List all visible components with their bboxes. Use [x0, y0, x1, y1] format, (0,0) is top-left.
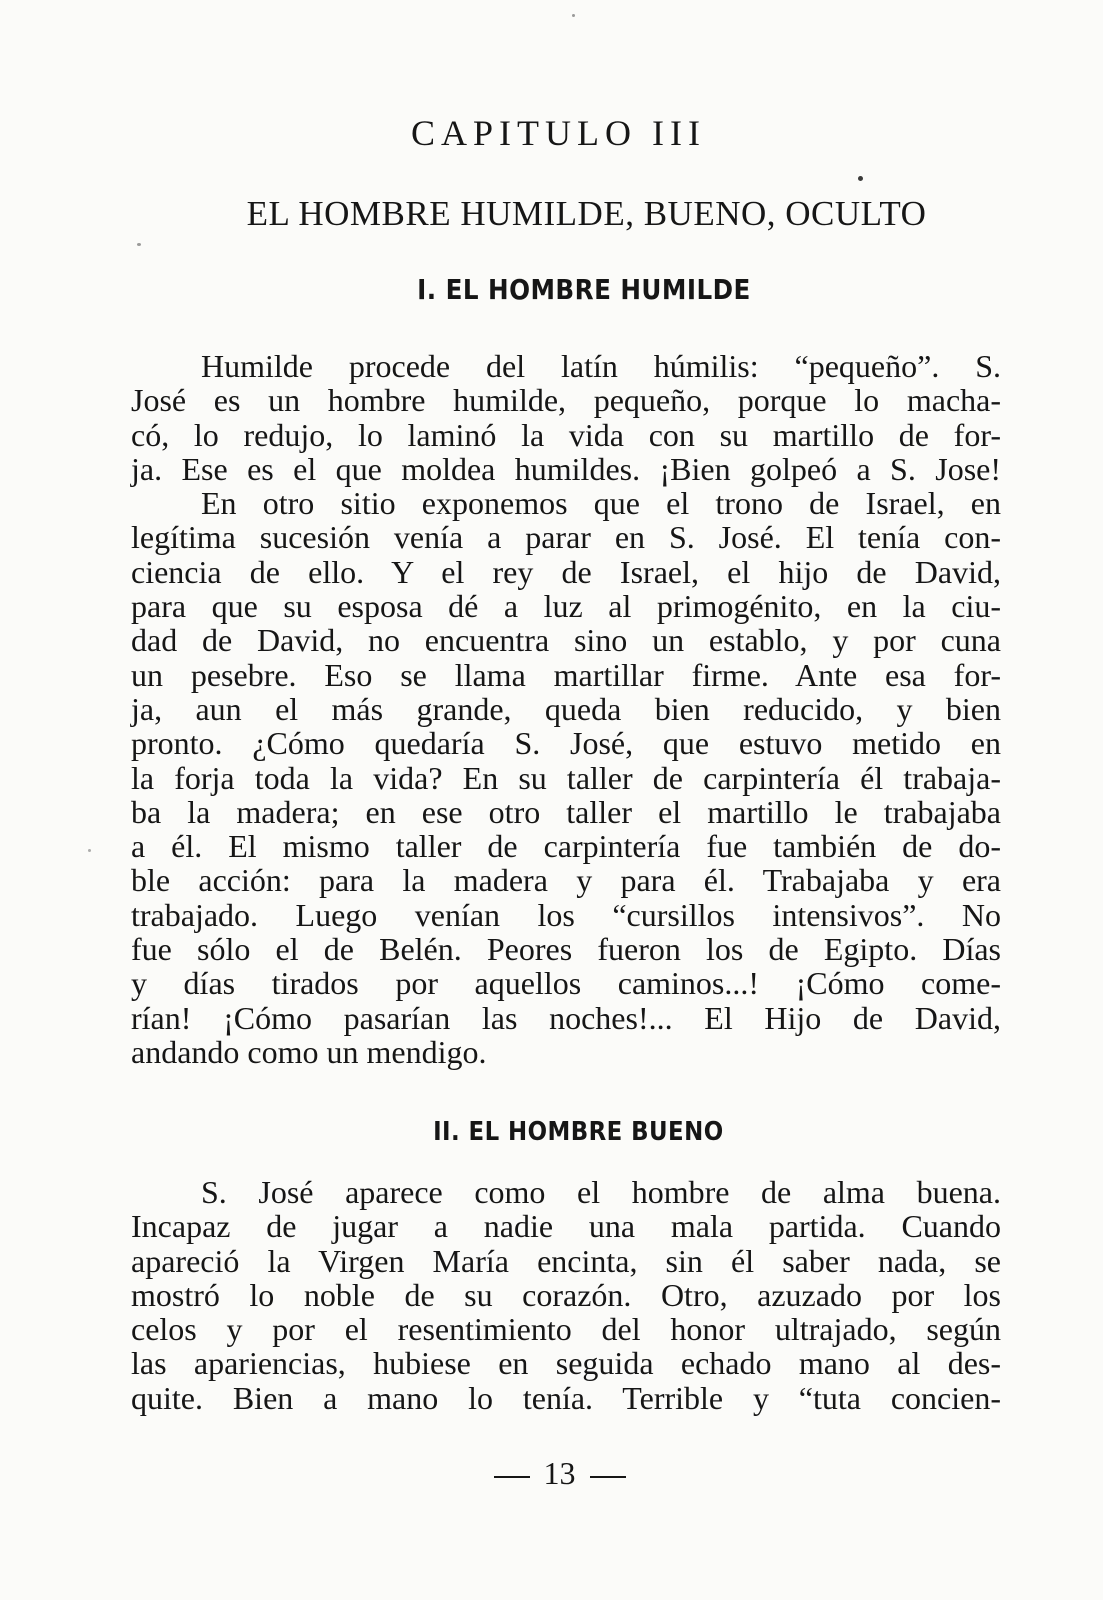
- paragraph-humble: [131, 349, 1001, 1069]
- text-line: legítima sucesión venía a parar en S. José. El tenía con-: [131, 519, 1001, 556]
- chapter-title: EL HOMBRE HUMILDE, BUENO, OCULTO: [246, 194, 927, 233]
- text-line: apareció la Virgen María encinta, sin él saber nada, se: [131, 1242, 1001, 1279]
- text-line: celos y por el resentimiento del honor ultrajado, según: [131, 1311, 1001, 1348]
- text-line: rían! ¡Cómo pasarían las noches!... El Hijo de David,: [131, 999, 1001, 1036]
- text-line: a él. El mismo taller de carpintería fue también de do-: [131, 828, 1001, 865]
- text-line: para que su esposa dé a luz al primogénito, en la ciu-: [131, 588, 1001, 625]
- print-speck: [88, 849, 91, 852]
- chapter-number: CAPITULO III: [411, 113, 706, 153]
- folio-dash-right: [590, 1476, 626, 1478]
- text-line: ciencia de ello. Y el rey de Israel, el hijo de David,: [131, 553, 1001, 590]
- text-line: ja. Ese es el que moldea humildes. ¡Bien golpeó a S. Jose!: [131, 450, 1001, 487]
- text-line: En otro sitio exponemos que el trono de Israel, en: [201, 485, 1001, 522]
- text-line: y días tirados por aquellos caminos...! ¡Cómo come-: [131, 965, 1001, 1002]
- print-speck: [137, 243, 141, 246]
- text-line: un pesebre. Eso se llama martillar firme. Ante esa for-: [131, 656, 1001, 693]
- text-line: José es un hombre humilde, pequeño, porque lo macha-: [131, 382, 1001, 419]
- page-number: [0, 1455, 1103, 1492]
- text-line: Incapaz de jugar a nadie una mala partida. Cuando: [131, 1208, 1001, 1245]
- text-line: fue sólo el de Belén. Peores fueron los de Egipto. Días: [131, 931, 1001, 968]
- text-line: ble acción: para la madera y para él. Trabajaba y era: [131, 862, 1001, 899]
- section-heading-good: II. EL HOMBRE BUENO: [433, 1117, 724, 1147]
- text-line: S. José aparece como el hombre de alma buena.: [201, 1174, 1001, 1210]
- text-line: la forja toda la vida? En su taller de carpintería él trabaja-: [131, 759, 1001, 796]
- text-line: có, lo redujo, lo laminó la vida con su martillo de for-: [131, 416, 1001, 453]
- paragraph-good: [131, 1175, 1001, 1415]
- text-line: trabajado. Luego venían los “cursillos intensivos”. No: [131, 896, 1001, 933]
- print-speck: [858, 176, 863, 181]
- text-line: mostró lo noble de su corazón. Otro, azuzado por los: [131, 1276, 1001, 1313]
- page-number-value: 13: [543, 1455, 576, 1491]
- section-heading-humble: I. EL HOMBRE HUMILDE: [417, 273, 751, 306]
- text-line: andando como un mendigo.: [131, 1033, 487, 1070]
- text-line: ba la madera; en ese otro taller el martillo le trabajaba: [131, 793, 1001, 830]
- text-line: las apariencias, hubiese en seguida echado mano al des-: [131, 1345, 1001, 1382]
- text-line: dad de David, no encuentra sino un establo, y por cuna: [131, 622, 1001, 659]
- print-speck: [572, 14, 575, 17]
- text-line: pronto. ¿Cómo quedaría S. José, que estuvo metido en: [131, 725, 1001, 762]
- folio-dash-left: [494, 1476, 530, 1478]
- text-line: ja, aun el más grande, queda bien reducido, y bien: [131, 690, 1001, 727]
- text-line: quite. Bien a mano lo tenía. Terrible y “tuta concien-: [131, 1379, 1001, 1416]
- text-line: Humilde procede del latín húmilis: “pequeño”. S.: [201, 348, 1001, 384]
